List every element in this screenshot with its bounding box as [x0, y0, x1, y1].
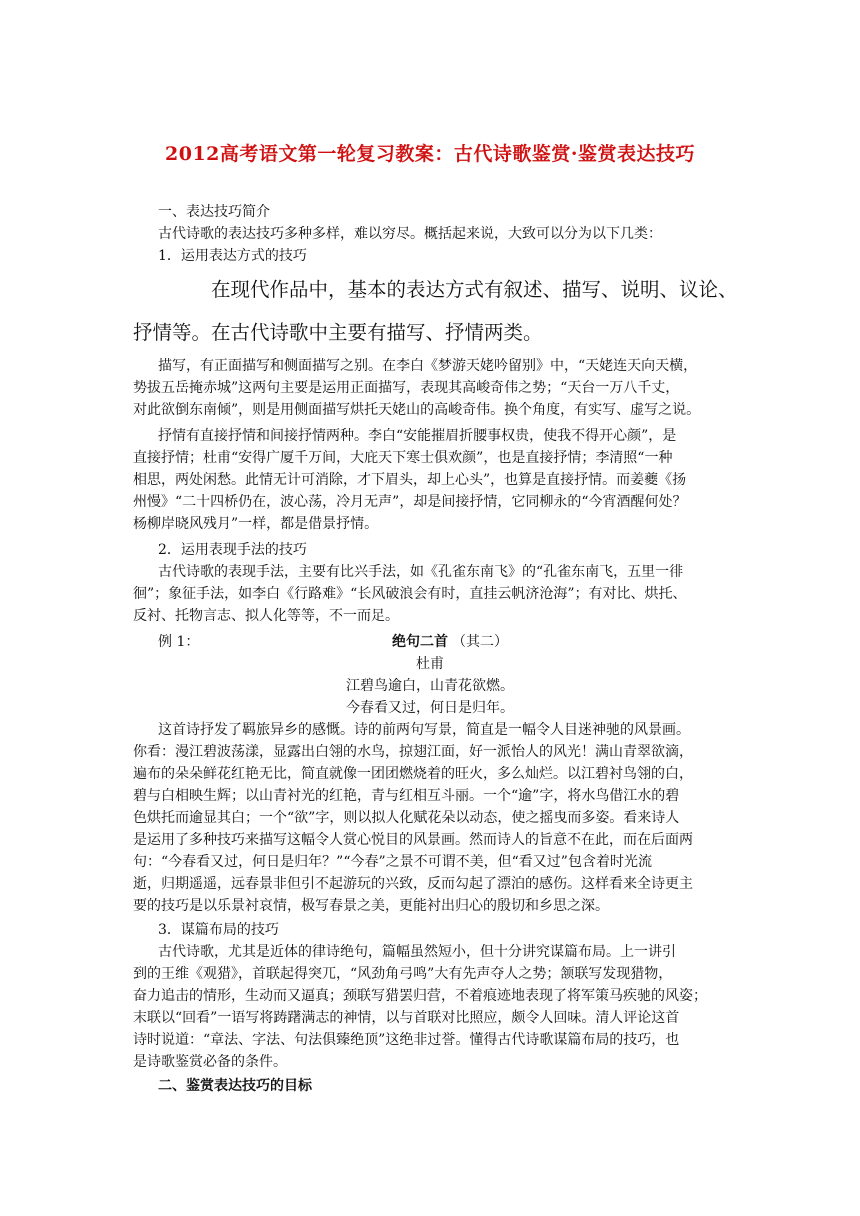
paragraph-line: 色烘托而逾显其白；一个“欲”字，则以拟人化赋花朵以动态，使之摇曳而多姿。看来诗人: [133, 810, 680, 826]
paragraph-line: 古代诗歌，尤其是近体的律诗绝句，篇幅虽然短小，但十分讲究谋篇布局。上一讲引: [158, 944, 676, 960]
paragraph-line: 碧与白相映生辉；以山青衬光的红艳，青与红相互斗丽。一个“逾”字，将水鸟借江水的碧: [133, 788, 680, 804]
section-heading: 二、鉴赏表达技巧的目标: [158, 1078, 312, 1094]
poem-line: 今春看又过，何日是归年。: [346, 700, 514, 716]
paragraph-line-large: 在现代作品中，基本的表达方式有叙述、描写、说明、议论、: [211, 278, 738, 301]
paragraph-line: 是诗歌鉴赏必备的条件。: [133, 1054, 287, 1070]
example-label: 例 1：: [158, 634, 200, 650]
paragraph-line: 古代诗歌的表现手法，主要有比兴手法，如《孔雀东南飞》的“孔雀东南飞，五里一徘: [158, 564, 684, 580]
paragraph-line: 势拔五岳掩赤城”这两句主要是运用正面描写，表现其高峻奇伟之势；“天台一万八千丈，: [133, 380, 680, 396]
paragraph-line: 到的王维《观猎》，首联起得突兀，“风劲角弓鸣”大有先声夺人之势；颔联写发现猎物，: [133, 966, 673, 982]
paragraph-line: 相思，两处闲愁。此情无计可消除，才下眉头，却上心头”，也算是直接抒情。而姜夔《扬: [133, 472, 687, 488]
poem-line: 江碧鸟逾白，山青花欲燃。: [346, 678, 514, 694]
paragraph-line: 你看：漫江碧波荡漾，显露出白翎的水鸟，掠翅江面，好一派怡人的风光！满山青翠欲滴，: [133, 744, 693, 760]
paragraph-line: 对此欲倒东南倾”，则是用侧面描写烘托天姥山的高峻奇伟。换个角度，有实写、虚写之说。: [133, 402, 701, 418]
subsection-heading: 1．运用表达方式的技巧: [158, 248, 307, 264]
paragraph-line: 要的技巧是以乐景衬哀情，极写春景之美，更能衬出归心的殷切和乡思之深。: [133, 898, 609, 914]
paragraph-line: 逝，归期遥遥，远春景非但引不起游玩的兴致，反而勾起了漂泊的感伤。这样看来全诗更主: [133, 876, 693, 892]
paragraph-line: 杨柳岸晓风残月”一样，都是借景抒情。: [133, 516, 379, 532]
paragraph-line: 古代诗歌的表达技巧多种多样，难以穷尽。概括起来说，大致可以分为以下几类：: [158, 226, 662, 242]
paragraph-line: 是运用了多种技巧来描写这幅令人赏心悦目的风景画。然而诗人的旨意不在此，而在后面两: [133, 832, 693, 848]
paragraph-line: 反衬、托物言志、拟人化等等，不一而足。: [133, 608, 399, 624]
paragraph-line: 诗时说道：“章法、字法、句法俱臻绝顶”这绝非过誉。懂得古代诗歌谋篇布局的技巧，也: [133, 1032, 680, 1048]
poem-subtitle: （其二）: [452, 634, 508, 650]
poem-title: 绝句二首: [392, 634, 448, 650]
paragraph-line: 描写，有正面描写和侧面描写之别。在李白《梦游天姥吟留别》中，“天姥连天向天横，: [158, 358, 698, 374]
paragraph-line: 这首诗抒发了羁旅异乡的感慨。诗的前两句写景，简直是一幅令人目迷神驰的风景画。: [158, 722, 690, 738]
poem-author: 杜甫: [416, 656, 444, 672]
paragraph-line: 遍布的朵朵鲜花红艳无比，简直就像一团团燃烧着的旺火，多么灿烂。以江碧衬鸟翎的白，: [133, 766, 693, 782]
paragraph-line: 徊”；象征手法，如李白《行路难》“长风破浪会有时，直挂云帆济沧海”；有对比、烘托、: [133, 586, 687, 602]
paragraph-line: 直接抒情；杜甫“安得广厦千万间，大庇天下寒士俱欢颜”，也是直接抒情；李清照“一种: [133, 450, 673, 466]
paragraph-line: 奋力追击的情形，生动而又逼真；颈联写猎罢归营，不着痕迹地表现了将军策马疾驰的风姿；: [133, 988, 707, 1004]
subsection-heading: 3．谋篇布局的技巧: [158, 922, 279, 938]
paragraph-line: 句：“今春看又过，何日是归年？”“今春”之景不可谓不美，但“看又过”包含着时光流: [133, 854, 652, 870]
document-title: 2012高考语文第一轮复习教案：古代诗歌鉴赏·鉴赏表达技巧: [165, 143, 695, 165]
paragraph-line: 州慢》“二十四桥仍在，波心荡，冷月无声”，却是间接抒情，它同柳永的“今宵酒醒何处？: [133, 494, 687, 510]
paragraph-line: 抒情有直接抒情和间接抒情两种。李白“安能摧眉折腰事权贵，使我不得开心颜”，是: [158, 428, 677, 444]
paragraph-line: 末联以“回看”一语写将踌躇满志的神情，以与首联对比照应，颇令人回味。清人评论这首: [133, 1010, 680, 1026]
paragraph-line-large: 抒情等。在古代诗歌中主要有描写、抒情两类。: [133, 321, 543, 344]
section-heading: 一、表达技巧简介: [158, 204, 270, 220]
subsection-heading: 2．运用表现手法的技巧: [158, 542, 307, 558]
